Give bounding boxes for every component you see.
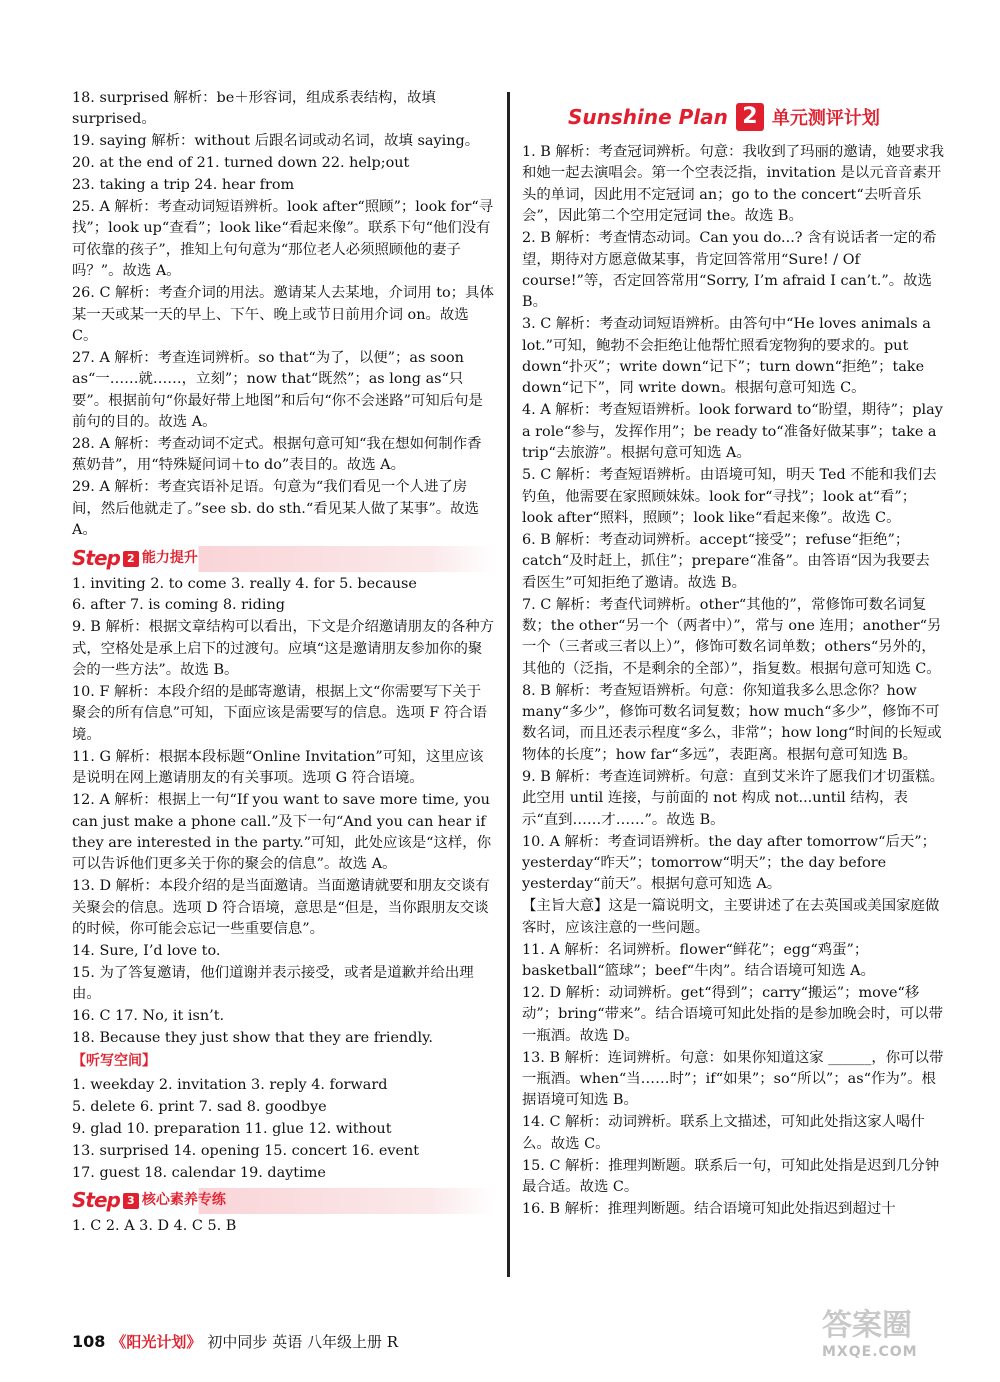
answer-item: 16. B 解析：推理判断题。结合语境可知此处指迟到超过十 — [522, 1200, 896, 1217]
step3-label: Step — [72, 1188, 120, 1213]
page-number: 108 — [72, 1332, 106, 1351]
answer-item: 29. A 解析：考查宾语补足语。句意为“我们看见一个人进了房间，然后他就走了。”see sb. do sth.“看见某人做了某事”。故选 A。 — [72, 479, 479, 539]
answer-item: 13. B 解析：连词辨析。句意：如果你知道这家 ______，你可以带一瓶酒。when“当……时”；if“如果”；so“所以”；as“作为”。根据语境可知选 B。 — [522, 1049, 944, 1109]
answer-item: 5. delete 6. print 7. sad 8. goodbye — [72, 1098, 327, 1115]
step2-items — [72, 574, 494, 1050]
answer-item: 6. after 7. is coming 8. riding — [72, 597, 285, 614]
answer-item: 9. B 解析：根据文章结构可以看出，下文是介绍邀请朋友的各种方式，空格处是承上启下的过渡句。应填“这是邀请朋友参加你的聚会的一些方法”。故选 B。 — [72, 619, 495, 679]
answer-item: 6. B 解析：考查动词辨析。accept“接受”；refuse“拒绝”；catch“及时赶上，抓住”；prepare“准备”。由答语“因为我要去看医生”可知拒绝了邀请。故选 B。 — [522, 531, 930, 591]
answer-item: 12. D 解析：动词辨析。get“得到”；carry“搬运”；move“移动”；bring“带来”。结合语境可知此处指的是参加晚会时，可以带一瓶酒。故选 D。 — [522, 984, 944, 1044]
listen-rows — [72, 1075, 494, 1184]
answer-item: 15. 为了答复邀请，他们道谢并表示接受，或者是道歉并给出理由。 — [72, 964, 474, 1003]
answer-item: 1. C 2. A 3. D 4. C 5. B — [72, 1217, 237, 1234]
answer-item: 1. B 解析：考查冠词辨析。句意：我收到了玛丽的邀请，她要求我和她一起去演唱会。第一个空表泛指，invitation 是以元音音素开头的单词，因此用不定冠词 an；go to the concert“去听音乐会”，因此第二个空用定冠词 the。故选 B。 — [522, 144, 945, 225]
answer-item: 23. taking a trip 24. hear from — [72, 177, 295, 194]
step3-heading — [72, 1188, 494, 1214]
answer-item: 18. Because they just show that they are friendly. — [72, 1030, 433, 1047]
right-items — [522, 142, 944, 1220]
answer-item: 18. surprised 解析：be＋形容词，组成系表结构，故填 surprised。 — [72, 90, 436, 128]
answer-item: 7. C 解析：考查代词辨析。other“其他的”，常修饰可数名词复数；the other“另一个（两者中）”，常与 one 连用；another“另一个（三者或三者以上）”，修饰可数名词单数；others“另外的，其他的（泛指，不是剩余的全部）”，指复数。根据句意可知选 C。 — [522, 596, 942, 677]
brand-name: 《阳光计划》 — [111, 1333, 202, 1351]
answer-item: 16. C 17. No, it isn’t. — [72, 1008, 225, 1025]
right-column — [522, 142, 944, 1220]
step3-items — [72, 1216, 494, 1237]
step3-title: 核心素养专练 — [141, 1192, 226, 1209]
listen-title: 【听写空间】 — [72, 1053, 156, 1070]
answer-item: 4. A 解析：考查短语辨析。look forward to“盼望，期待”；play a role“参与，发挥作用”；be ready to“准备好做某事”；take a trip“去旅游”。根据句意可知选 A。 — [522, 402, 943, 462]
step3-number: 3 — [123, 1193, 139, 1209]
answer-item: 3. C 解析：考查动词短语辨析。由答句中“He loves animals a lot.”可知，鲍勃不会拒绝让他帮忙照看宠物狗的要求的。put down“扑灭”；write down“记下”；turn down“拒绝”；take down“记下”，同 write down。根据句意可知选 C。 — [522, 316, 931, 397]
answer-item: 28. A 解析：考查动词不定式。根据句意可知“我在想如何制作香蕉奶昔”，用“特殊疑问词＋to do”表目的。故选 A。 — [72, 436, 482, 474]
plan-title: 单元测评计划 — [771, 108, 880, 129]
answer-item: 10. F 解析：本段介绍的是邮寄邀请，根据上文“你需要写下关于聚会的所有信息”可知，下面应该是需要写的信息。选项 F 符合语境。 — [72, 684, 488, 743]
answer-item: 13. surprised 14. opening 15. concert 16. event — [72, 1142, 420, 1159]
answer-item: 25. A 解析：考查动词短语辨析。look after“照顾”；look for“寻找”；look up“查看”；look like“看起来像”。联系下句“他们没有可依靠的孩子”，推知上句句意为“那位老人必须照顾他的妻子吗？”。故选 A。 — [72, 199, 494, 280]
answer-item: 9. B 解析：考查连词辨析。句意：直到艾米许了愿我们才切蛋糕。此空用 until 连接，与前面的 not 构成 not...until 结构，表示“直到……才……”。故选 B。 — [522, 768, 945, 828]
answer-item: 19. saying 解析：without 后跟名词或动名词，故填 saying。 — [72, 133, 480, 150]
watermark-line2: MXQE.COM — [822, 1344, 918, 1360]
plan-number: 2 — [736, 103, 764, 131]
column-divider — [507, 92, 510, 1277]
answer-item: 【主旨大意】这是一篇说明文，主要讲述了在去英国或美国家庭做客时，应该注意的一些问题。 — [522, 898, 940, 936]
watermark-line1: 答案圈 — [822, 1308, 912, 1343]
left-top-items — [72, 88, 494, 542]
answer-item: 5. C 解析：考查短语辨析。由语境可知，明天 Ted 不能和我们去钓鱼，他需要在家照顾妹妹。look for“寻找”；look at“看”；look after“照料，照顾”；look like“看起来像”。故选 C。 — [522, 467, 937, 526]
answer-item: 10. A 解析：考查词语辨析。the day after tomorrow“后天”；yesterday“昨天”；tomorrow“明天”；the day before yesterday“前天”。根据句意可知选 A。 — [522, 833, 937, 893]
answer-item: 14. Sure, I’d love to. — [72, 942, 221, 959]
answer-item: 26. C 解析：考查介词的用法。邀请某人去某地，介词用 to；具体某一天或某一天的早上、下午、晚上或节日前用介词 on。故选 C。 — [72, 285, 494, 344]
step2-title: 能力提升 — [141, 549, 198, 566]
answer-item: 9. glad 10. preparation 11. glue 12. without — [72, 1120, 392, 1137]
answer-item: 12. A 解析：根据上一句“If you want to save more time, you can just make a phone call.”及下一句“And you can hear if they are interested in the party.”可知，此处应该是“这样，你可以告诉他们更多关于你的聚会的信息”。故选 A。 — [72, 792, 492, 873]
answer-item: 13. D 解析：本段介绍的是当面邀请。当面邀请就要和朋友交谈有关聚会的信息。选项 D 符合语境，意思是“但是，当你跟朋友交谈的时候，你可能会忘记一些重要信息”。 — [72, 878, 490, 938]
left-column — [72, 88, 494, 1237]
answer-item: 14. C 解析：动词辨析。联系上文描述，可知此处指这家人喝什么。故选 C。 — [522, 1114, 925, 1152]
page-footer — [72, 1331, 398, 1352]
answer-item: 15. C 解析：推理判断题。联系后一句，可知此处指是迟到几分钟最合适。故选 C。 — [522, 1157, 940, 1195]
step2-number: 2 — [123, 551, 139, 567]
answer-item: 27. A 解析：考查连词辨析。so that“为了，以便”；as soon as“一……就……，立刻”；now that“既然”；as long as“只要”。根据前句“你最好带上地图”和后句“你不会迷路”可知后句是前句的目的。故选 A。 — [72, 349, 483, 431]
answer-item: 1. weekday 2. invitation 3. reply 4. forward — [72, 1076, 388, 1093]
plan-text: Sunshine Plan — [568, 105, 728, 129]
answer-item: 8. B 解析：考查短语辨析。句意：你知道我多么思念你？how many“多少”，修饰可数名词复数；how much“多少”，修饰不可数名词，而且还表示程度“多么，非常”；how long“时间的长短或物体的长度”；how far“多远”，表距离。根据句意可知选 B。 — [522, 682, 942, 763]
answer-item: 17. guest 18. calendar 19. daytime — [72, 1164, 326, 1181]
answer-item: 2. B 解析：考查情态动词。Can you do...? 含有说话者一定的希望，期待对方愿意做某事，肯定回答常用“Sure! / Of course!”等，否定回答常用“Sorry, I’m afraid I can’t.”。故选 B。 — [522, 230, 937, 311]
book-subtitle: 初中同步 英语 八年级上册 R — [207, 1333, 399, 1351]
unit-header — [568, 100, 938, 134]
step2-heading — [72, 546, 494, 572]
answer-item: 11. A 解析：名词辨析。flower“鲜花”；egg“鸡蛋”；basketball“篮球”；beef“牛肉”。结合语境可知选 A。 — [522, 941, 875, 979]
step2-label: Step — [72, 545, 120, 570]
answer-item: 20. at the end of 21. turned down 22. help;out — [72, 155, 410, 172]
answer-item: 11. G 解析：根据本段标题“Online Invitation”可知，这里应该是说明在网上邀请朋友的有关事项。选项 G 符合语境。 — [72, 748, 484, 787]
watermark — [822, 1300, 982, 1370]
answer-item: 1. inviting 2. to come 3. really 4. for 5. because — [72, 575, 417, 592]
